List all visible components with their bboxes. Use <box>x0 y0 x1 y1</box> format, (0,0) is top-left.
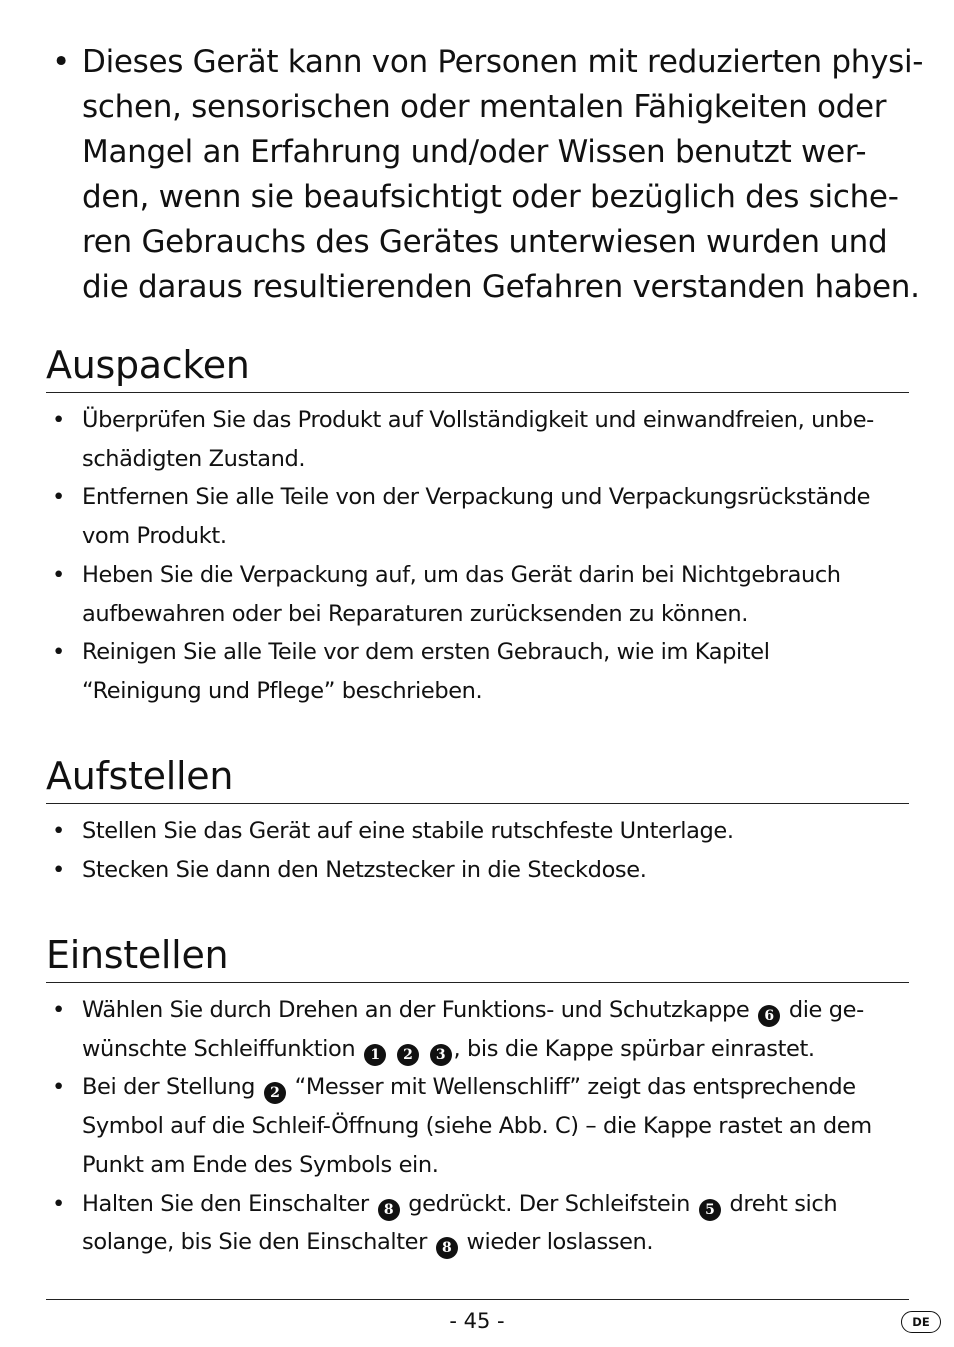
list-item <box>46 556 909 633</box>
text-segment: “Messer mit Wellenschliff” zeigt das entsprechende <box>294 1074 856 1101</box>
intro-line: ren Gebrauchs des Gerätes unterwiesen wurden und <box>82 224 888 260</box>
list-item-line <box>82 991 909 1030</box>
aufstellen-list <box>46 812 909 889</box>
list-item-line: Stecken Sie dann den Netzstecker in die Steckdose. <box>82 856 647 883</box>
bullet-icon: • <box>52 1074 65 1101</box>
list-item <box>46 1185 909 1262</box>
part-number-1-icon: 1 <box>364 1044 386 1066</box>
part-number-6-icon: 6 <box>758 1005 780 1027</box>
bullet-icon: • <box>52 818 65 844</box>
bullet-icon: • <box>52 407 65 433</box>
list-item <box>46 851 909 890</box>
list-item-line: vom Produkt. <box>82 523 227 550</box>
text-segment: gedrückt. Der Schleifstein <box>408 1190 690 1217</box>
list-item-line <box>82 1030 909 1069</box>
list-item-line: Symbol auf die Schleif-Öffnung (siehe Abb. C) – die Kappe rastet an dem <box>82 1113 872 1140</box>
list-item-line: Heben Sie die Verpackung auf, um das Gerät darin bei Nichtgebrauch <box>82 561 841 588</box>
list-item <box>46 478 909 555</box>
list-item-line: Überprüfen Sie das Produkt auf Vollständigkeit und einwandfreien, unbe- <box>82 407 874 433</box>
part-number-8-icon: 8 <box>378 1199 400 1221</box>
intro-line: den, wenn sie beaufsichtigt oder bezüglich des siche- <box>82 179 899 215</box>
page-number: - 45 - <box>449 1309 505 1333</box>
list-item <box>46 812 909 851</box>
list-item-line: Punkt am Ende des Symbols ein. <box>82 1151 439 1178</box>
list-item-line: “Reinigung und Pflege” beschrieben. <box>82 677 483 704</box>
intro-line: Mangel an Erfahrung und/oder Wissen benutzt wer- <box>82 134 867 170</box>
text-segment: , bis die Kappe spürbar einrastet. <box>453 1035 815 1062</box>
text-segment: Bei der Stellung <box>82 1074 256 1101</box>
text-segment: die ge- <box>788 997 864 1023</box>
bullet-icon: • <box>52 856 65 883</box>
part-number-5-icon: 5 <box>699 1199 721 1221</box>
footer-divider <box>46 1299 909 1300</box>
part-number-2-icon: 2 <box>397 1044 419 1066</box>
auspacken-list <box>46 401 909 711</box>
section-aufstellen <box>46 753 909 889</box>
list-item-line: schädigten Zustand. <box>82 445 306 472</box>
text-segment: Halten Sie den Einschalter <box>82 1190 369 1217</box>
list-item <box>46 1068 909 1184</box>
text-segment: wünschte Schleiffunktion <box>82 1035 356 1062</box>
section-auspacken <box>46 342 909 711</box>
intro-line: Dieses Gerät kann von Personen mit reduzierten physi- <box>82 44 924 80</box>
bullet-icon: • <box>52 639 65 666</box>
bullet-icon: • <box>52 44 70 80</box>
list-item-line: Stellen Sie das Gerät auf eine stabile rutschfeste Unterlage. <box>82 818 734 844</box>
intro-section <box>46 40 924 310</box>
list-item-line <box>82 1068 909 1107</box>
section-heading-auspacken: Auspacken <box>46 342 909 393</box>
list-item <box>46 633 909 710</box>
text-segment: wieder loslassen. <box>466 1229 654 1256</box>
einstellen-list <box>46 991 909 1262</box>
list-item-line: aufbewahren oder bei Reparaturen zurücksenden zu können. <box>82 600 748 627</box>
intro-line: schen, sensorischen oder mentalen Fähigkeiten oder <box>82 89 887 125</box>
bullet-icon: • <box>52 997 65 1023</box>
list-item-line <box>82 1185 909 1224</box>
list-item <box>46 991 909 1068</box>
section-heading-einstellen: Einstellen <box>46 932 909 983</box>
text-segment: Wählen Sie durch Drehen an der Funktions- und Schutzkappe <box>82 997 750 1023</box>
list-item-line <box>82 1223 909 1262</box>
part-number-3-icon: 3 <box>430 1044 452 1066</box>
list-item-line: Reinigen Sie alle Teile vor dem ersten Gebrauch, wie im Kapitel <box>82 639 770 666</box>
list-item-line: Entfernen Sie alle Teile von der Verpackung und Verpackungsrückstände <box>82 484 871 511</box>
list-item <box>46 401 909 478</box>
section-heading-aufstellen: Aufstellen <box>46 753 909 804</box>
language-badge: DE <box>901 1311 941 1333</box>
intro-list-item <box>46 40 924 310</box>
bullet-icon: • <box>52 484 65 511</box>
intro-line: die daraus resultierenden Gefahren verstanden haben. <box>82 269 920 305</box>
part-number-2-icon: 2 <box>264 1082 286 1104</box>
bullet-icon: • <box>52 561 65 588</box>
text-segment: solange, bis Sie den Einschalter <box>82 1229 427 1256</box>
section-einstellen <box>46 932 909 1262</box>
text-segment: dreht sich <box>729 1190 838 1217</box>
bullet-icon: • <box>52 1190 65 1217</box>
part-number-8-icon: 8 <box>436 1237 458 1259</box>
